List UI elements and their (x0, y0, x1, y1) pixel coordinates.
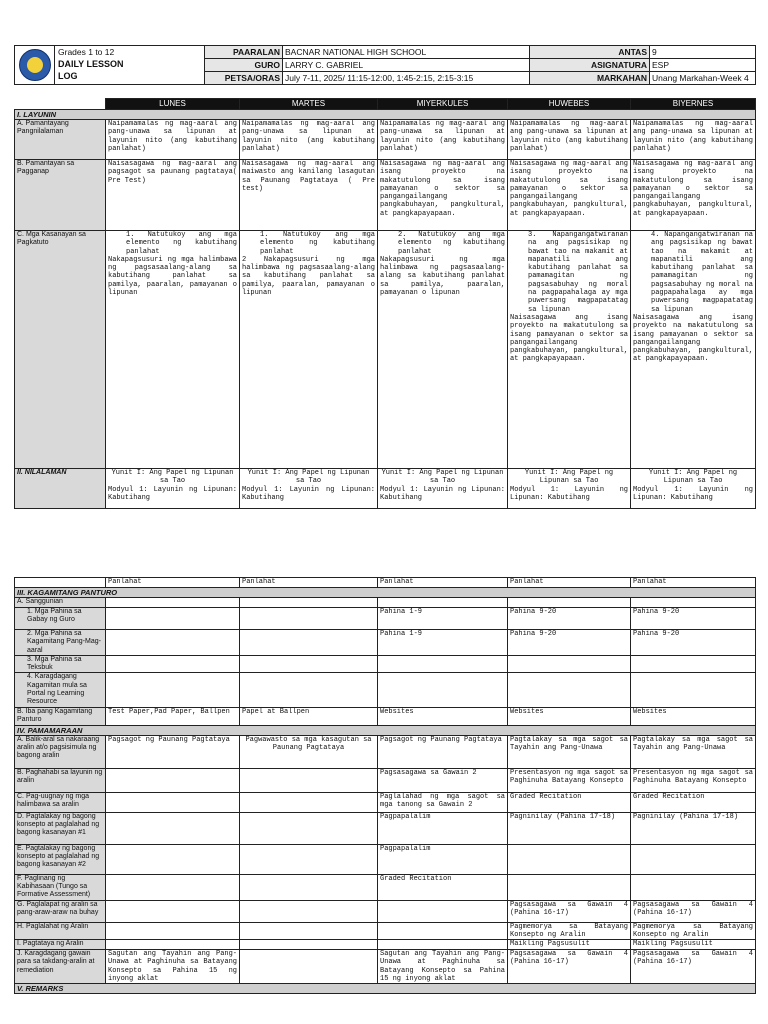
table-cell: Pahina 9-20 (631, 630, 756, 656)
table-cell (240, 950, 378, 984)
table-cell (508, 231, 631, 469)
table-cell: Naisasagawa ng mag-aaral ang isang proyekto na makatutulong sa isang pamayanan o sektor sa pangangailangang pangkabuhayan, pangkultural, at pangkapayapaan. (508, 160, 631, 231)
table-cell (240, 598, 378, 608)
table-row (15, 655, 756, 673)
table-cell (106, 598, 240, 608)
table-row (15, 950, 756, 984)
dll-title (55, 46, 205, 85)
table-cell (240, 792, 378, 812)
table-cell: Graded Recitation (378, 874, 508, 900)
table-cell: Test Paper,Pad Paper, Ballpen (106, 707, 240, 725)
unit-title: Yunit I: Ang Papel ng Lipunan sa Tao (648, 469, 738, 486)
table-cell (508, 673, 631, 707)
table-cell: Naisasagawa ng mag-aaral ang pagsagot sa paunang pagtataya( Pre Test) (106, 160, 240, 231)
table-cell (631, 874, 756, 900)
row-label: G. Paglalapat ng aralin sa pang-araw-araw na buhay (15, 900, 106, 922)
table-cell: Sagutan ang Tayahin ang Pang-Unawa at Paghinuha sa Batayang Konsepto sa Pahina 15 ng inyong aklat (106, 950, 240, 984)
table-row (15, 598, 756, 608)
item-text: Naisasagawa ang isang proyekto na makatutulong sa isang pamayanan o sektor sa pangangailangang pangkabuhayan, pangkultural, at pangkapayapaan. (510, 313, 628, 364)
table-cell (508, 844, 631, 874)
table-cell (15, 578, 106, 588)
table-cell: Papel at Ballpen (240, 707, 378, 725)
table-cell: Graded Recitation (508, 792, 631, 812)
table-cell: Pagpapalalim (378, 812, 508, 844)
table-cell: Pagsasagawa sa Gawain 4 (Pahina 16-17) (631, 950, 756, 984)
item-text: Naisasagawa ang isang proyekto na makatutulong sa isang pamayanan o sektor sa pangangailangang pangkabuhayan, pangkultural, at pangkapayapaan. (633, 313, 753, 364)
table-cell (378, 655, 508, 673)
table-row (15, 900, 756, 922)
table-cell: Pagninilay (Pahina 17-18) (508, 812, 631, 844)
table-cell (240, 812, 378, 844)
table-row (15, 940, 756, 950)
section-heading: IV. PAMAMARAAN (15, 725, 756, 735)
row-label: J. Karagdagang gawain para sa takdang-aralin at remediation (15, 950, 106, 984)
item-number: 2. (398, 231, 407, 239)
item-text: Natutukoy ang mga elemento ng kabutihang panlahat (398, 231, 505, 256)
row-label: C. Mga Kasanayan sa Pagkatuto (15, 231, 106, 469)
quarter-value: Unang Markahan-Week 4 (650, 72, 756, 85)
table-row (15, 768, 756, 792)
table-cell (240, 608, 378, 630)
row-label: B. Iba pang Kagamitang Panturo (15, 707, 106, 725)
lesson-table-page1 (14, 98, 756, 509)
unit-title: Yunit I: Ang Papel ng Lipunan sa Tao (247, 469, 370, 486)
table-cell: Paglalahad ng mga sagot sa mga tanong sa Gawain 2 (378, 792, 508, 812)
table-cell (378, 922, 508, 940)
table-cell (240, 940, 378, 950)
table-cell: Naisasagawa ng mag-aaral ang maiwasto ang kanilang lasagutan sa Paunang Pagtataya ( Pre test) (240, 160, 378, 231)
day-header: MARTES (240, 99, 378, 110)
table-cell: Pagninilay (Pahina 17-18) (631, 812, 756, 844)
table-cell: Pagtalakay sa mga sagot sa Tayahin ang Pang-Unawa (631, 735, 756, 768)
table-cell (106, 900, 240, 922)
section-heading: III. KAGAMITANG PANTURO (15, 588, 756, 598)
title-line: Grades 1 to 12 (58, 47, 115, 57)
row-label: H. Paglalahat ng Aralin (15, 922, 106, 940)
seal-icon (19, 49, 51, 81)
table-cell: Websites (631, 707, 756, 725)
table-row (15, 844, 756, 874)
section-heading: II. NILALAMAN (15, 469, 106, 509)
module-title: Modyul 1: Layunin ng Lipunan: Kabutihang (633, 485, 753, 502)
table-cell: Pahina 9-20 (508, 630, 631, 656)
table-cell (106, 940, 240, 950)
table-cell (378, 469, 508, 509)
table-cell (106, 922, 240, 940)
table-cell (378, 598, 508, 608)
table-row (15, 874, 756, 900)
table-cell (240, 900, 378, 922)
table-cell: Sagutan ang Tayahin ang Pang-Unawa at Paghinuha sa Batayang Konsepto sa Pahina 15 ng inyong aklat (378, 950, 508, 984)
table-cell (240, 922, 378, 940)
lesson-table-page2 (14, 577, 756, 994)
table-cell (508, 469, 631, 509)
day-header: LUNES (106, 99, 240, 110)
item-number: 4. (651, 231, 660, 239)
table-cell: Pagsasagawa sa Gawain 4 (Pahina 16-17) (631, 900, 756, 922)
table-cell (106, 673, 240, 707)
day-header: MIYERKULES (378, 99, 508, 110)
table-cell (106, 844, 240, 874)
item-text: Nakapagsusuri ng mga halimbawa ng pagsasaalang-alang sa kabutihang panlahat sa pamilya, paaralan, pamayanan o lipunan (108, 255, 237, 298)
table-cell: Graded Recitation (631, 792, 756, 812)
table-cell (631, 655, 756, 673)
table-cell (106, 231, 240, 469)
table-cell: Pagpapalalim (378, 844, 508, 874)
header-label: ANTAS (530, 46, 650, 59)
grade-value: 9 (650, 46, 756, 59)
table-cell: Presentasyon ng mga sagot sa Paghinuha Batayang Konsepto (508, 768, 631, 792)
table-row (15, 792, 756, 812)
header-label: GURO (205, 59, 283, 72)
row-label: I. Pagtataya ng Aralin (15, 940, 106, 950)
section-heading: I. LAYUNIN (15, 110, 756, 120)
table-cell: Pahina 9-20 (508, 608, 631, 630)
title-line: DAILY LESSON (58, 59, 124, 69)
table-cell (106, 768, 240, 792)
row-label: F. Paglinang ng Kabihasaan (Tungo sa Formative Assessment) (15, 874, 106, 900)
row-label: B. Paghahabi sa layunin ng aralin (15, 768, 106, 792)
table-cell: Panlahat (378, 578, 508, 588)
table-cell (106, 874, 240, 900)
table-cell: Naipamamalas ng mag-aaral ang pang-unawa sa lipunan at layunin nito (ang kabutihang panlahat) (240, 120, 378, 160)
row-label: 4. Karagdagang Kagamitan mula sa Portal ng Learning Resource (15, 673, 106, 707)
table-cell: Panlahat (106, 578, 240, 588)
module-title: Modyul 1: Layunin ng Lipunan: Kabutihang (380, 485, 505, 502)
item-text: Natutukoy ang mga elemento ng kabutihang panlahat (260, 231, 375, 256)
table-cell: Pahina 9-20 (631, 608, 756, 630)
day-header: BIYERNES (631, 99, 756, 110)
table-row (15, 812, 756, 844)
table-cell (508, 598, 631, 608)
table-row (15, 608, 756, 630)
row-label: 1. Mga Pahina sa Gabay ng Guro (15, 608, 106, 630)
teacher-value: LARRY C. GABRIEL (283, 59, 530, 72)
row-label: 2. Mga Pahina sa Kagamitang Pang-Mag-aaral (15, 630, 106, 656)
table-cell: Panlahat (508, 578, 631, 588)
table-cell: Naipamamalas ng mag-aaral ang pang-unawa sa lipunan at layunin nito (ang kabutihang panlahat) (378, 120, 508, 160)
table-cell (240, 655, 378, 673)
row-label: 3. Mga Pahina sa Teksbuk (15, 655, 106, 673)
table-cell (106, 792, 240, 812)
table-cell (240, 469, 378, 509)
row-label: A. Sanggunian (15, 598, 106, 608)
day-header: HUWEBES (508, 99, 631, 110)
table-cell (240, 768, 378, 792)
table-cell: Naipamamalas ng mag-aaral ang pang-unawa sa lipunan at layunin nito (ang kabutihang panlahat) (106, 120, 240, 160)
item-text: Napangangatwiranan na ang pagsisikap ng bawat tao na makamit at mapanatili ang kabutihang panlahat sa pamamagitan ng pagsasabuhay ng moral na pagpapahalaga ay mga puwersang magpapatatag sa lipunan (528, 231, 628, 314)
module-title: Modyul 1: Layunin ng Lipunan: Kabutihang (108, 485, 237, 502)
table-cell: Maikling Pagsusulit (508, 940, 631, 950)
table-cell (106, 608, 240, 630)
item-text: 2 Nakapagsusuri ng mga halimbawa ng pagsasaalang-alang sa kabutihang panlahat sa pamilya, paaralan, pamayanan o lipunan (242, 255, 375, 298)
table-row (15, 922, 756, 940)
day-header-row (15, 99, 756, 110)
table-row (15, 630, 756, 656)
table-cell (378, 673, 508, 707)
header-label: ASIGNATURA (530, 59, 650, 72)
table-cell: Pagsasagawa sa Gawain 4 (Pahina 16-17) (508, 950, 631, 984)
row-label: A. Balik-aral sa nakaraang aralin at/o pagsisimula ng bagong aralin (15, 735, 106, 768)
section-heading: V. REMARKS (15, 984, 756, 994)
row-label: C. Pag-uugnay ng mga halimbawa sa aralin (15, 792, 106, 812)
table-cell (106, 630, 240, 656)
table-cell: Panlahat (631, 578, 756, 588)
header-label: MARKAHAN (530, 72, 650, 85)
table-cell (240, 844, 378, 874)
table-cell: Pagmemorya sa Batayang Konsepto ng Aralin (631, 922, 756, 940)
module-title: Modyul 1: Layunin ng Lipunan: Kabutihang (242, 485, 375, 502)
row-label: A. Pamantayang Pangnilalaman (15, 120, 106, 160)
item-text: Natutukoy ang mga elemento ng kabutihang panlahat (126, 231, 238, 256)
table-cell (106, 655, 240, 673)
table-cell (240, 874, 378, 900)
table-cell: Naisasagawa ng mag-aaral ang isang proyekto na makatutulong sa isang pamayanan o sektor sa pangangailangang pangkabuhayan, pangkultural, at pangkapayapaan. (378, 160, 508, 231)
item-number: 1. (260, 231, 269, 239)
dll-header (14, 45, 756, 85)
table-row (15, 735, 756, 768)
row-label: B. Pamantayan sa Pagganap (15, 160, 106, 231)
table-cell (508, 874, 631, 900)
table-cell: Pagwawasto sa mga kasagutan sa Paunang Pagtataya (240, 735, 378, 768)
subject-value: ESP (650, 59, 756, 72)
table-cell (106, 812, 240, 844)
row-label: E. Pagtalakay ng bagong konsepto at paglalahad ng bagong kasanayan #2 (15, 844, 106, 874)
header-label: PETSA/ORAS (205, 72, 283, 85)
table-cell: Naisasagawa ng mag-aaral ang isang proyekto na makatutulong sa isang pamayanan o sektor sa pangangailangang pangkabuhayan, pangkultural, at pangkapayapaan. (631, 160, 756, 231)
item-number: 1. (126, 231, 135, 239)
table-row (15, 707, 756, 725)
table-cell: Websites (508, 707, 631, 725)
table-cell (378, 900, 508, 922)
table-cell: Pagtalakay sa mga sagot sa Tayahin ang Pang-Unawa (508, 735, 631, 768)
title-line: LOG (58, 71, 78, 81)
table-cell (240, 630, 378, 656)
table-cell: Pagsasagawa sa Gawain 2 (378, 768, 508, 792)
table-cell: Naipamamalas ng mag-aaral ang pang-unawa sa lipunan at layunin nito (ang kabutihang panlahat) (631, 120, 756, 160)
table-cell: Pagsagot ng Paunang Pagtataya (378, 735, 508, 768)
header-label: PAARALAN (205, 46, 283, 59)
date-value: July 7-11, 2025/ 11:15-12:00, 1:45-2:15, 2:15-3:15 (283, 72, 530, 85)
table-cell: Pahina 1-9 (378, 608, 508, 630)
table-cell (106, 469, 240, 509)
table-cell: Pagsasagawa sa Gawain 4 (Pahina 16-17) (508, 900, 631, 922)
item-number: 3. (528, 231, 537, 239)
deped-seal (15, 46, 55, 85)
table-cell (631, 469, 756, 509)
table-cell (631, 598, 756, 608)
row-label: D. Pagtalakay ng bagong konsepto at paglalahad ng bagong kasanayan #1 (15, 812, 106, 844)
unit-title: Yunit I: Ang Papel ng Lipunan sa Tao (111, 469, 234, 486)
item-text: Nakapagsusuri ng mga halimbawa ng pagsasaalang-alang sa kabutihang panlahat sa pamilya, paaralan, pamayanan o lipunan (380, 255, 505, 298)
module-title: Modyul 1: Layunin ng Lipunan: Kabutihang (510, 485, 628, 502)
table-cell: Maikling Pagsusulit (631, 940, 756, 950)
continuation-row (15, 578, 756, 588)
unit-title: Yunit I: Ang Papel ng Lipunan sa Tao (524, 469, 614, 486)
table-cell: Pagmemorya sa Batayang Konsepto ng Aralin (508, 922, 631, 940)
unit-title: Yunit I: Ang Papel ng Lipunan sa Tao (381, 469, 504, 486)
table-cell: Pahina 1-9 (378, 630, 508, 656)
table-cell: Panlahat (240, 578, 378, 588)
table-cell (631, 673, 756, 707)
table-cell (508, 655, 631, 673)
table-cell: Naipamamalas ng mag-aaral ang pang-unawa sa lipunan at layunin nito (ang kabutihang panlahat) (508, 120, 631, 160)
table-cell (240, 231, 378, 469)
table-cell (378, 231, 508, 469)
table-cell: Websites (378, 707, 508, 725)
table-cell (240, 673, 378, 707)
table-cell: Pagsagot ng Paunang Pagtataya (106, 735, 240, 768)
table-cell (631, 231, 756, 469)
school-value: BACNAR NATIONAL HIGH SCHOOL (283, 46, 530, 59)
table-cell (378, 940, 508, 950)
table-cell: Presentasyon ng mga sagot sa Paghinuha Batayang Konsepto (631, 768, 756, 792)
item-text: Napangangatwiranan na ang pagsisikap ng bawat tao na makamit at mapanatili ang kabutihang panlahat sa pamamagitan ng pagsasabuhay ng moral na pagpapahalaga ay mga puwersang magpapatatag sa lipunan (651, 231, 754, 314)
table-row (15, 673, 756, 707)
table-cell (631, 844, 756, 874)
